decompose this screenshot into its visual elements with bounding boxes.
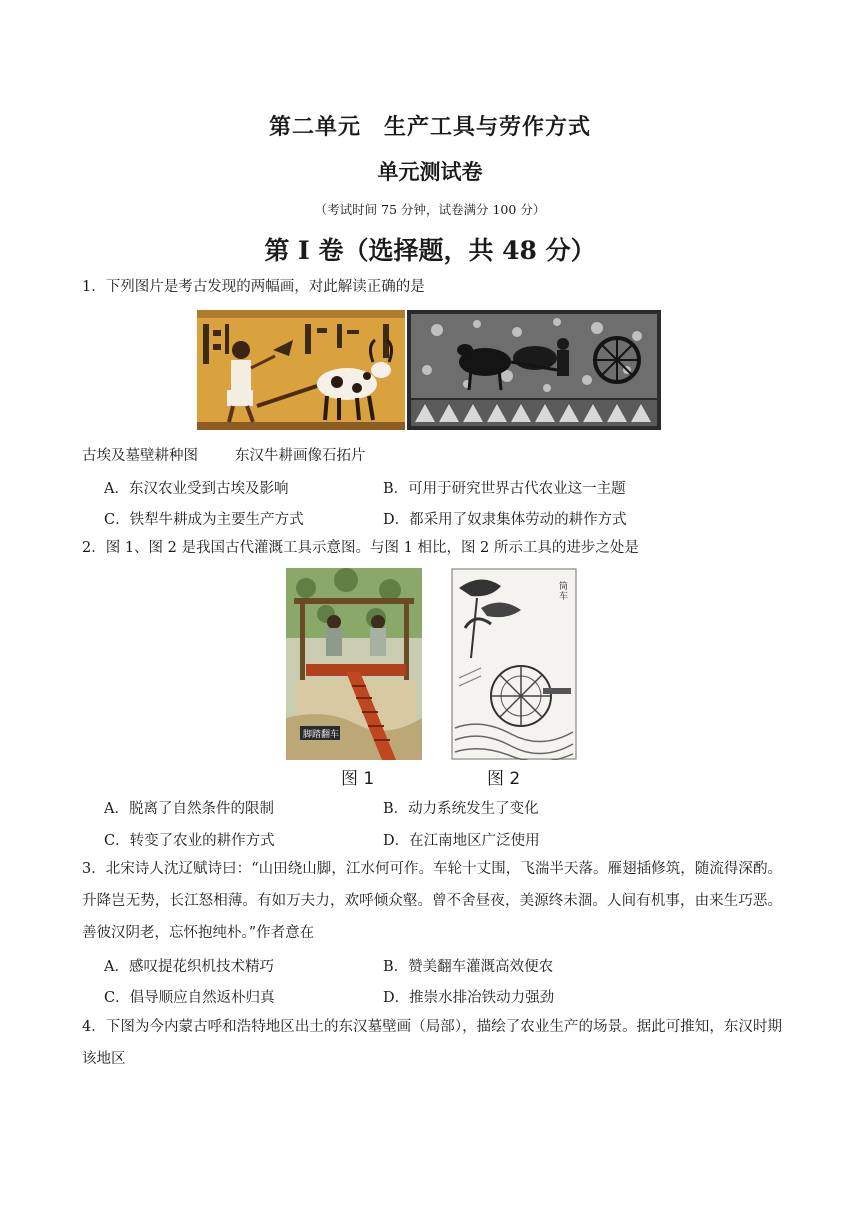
question-4-stem: 4．下图为今内蒙古呼和浩特地区出土的东汉墓壁画（局部），描绘了农业生产的场景。据此可推知，东汉时期该地区 xyxy=(82,1019,782,1067)
q2-option-c[interactable]: C．转变了农业的耕作方式 xyxy=(104,833,275,849)
q3-option-a[interactable]: A．感叹提花织机技术精巧 xyxy=(104,959,274,975)
figure2-inner-label: 筒车 xyxy=(559,582,569,602)
noria-waterwheel-image xyxy=(451,568,577,760)
question-1-stem: 1．下列图片是考古发现的两幅画，对此解读正确的是 xyxy=(82,279,425,295)
q3-option-b[interactable]: B．赞美翻车灌溉高效便农 xyxy=(383,959,554,975)
q1-option-b[interactable]: B．可用于研究世界古代农业这一主题 xyxy=(383,481,626,497)
q2-option-d[interactable]: D．在江南地区广泛使用 xyxy=(383,833,540,849)
question-2-stem: 2．图 1、图 2 是我国古代灌溉工具示意图。与图 1 相比，图 2 所示工具的进步之处是 xyxy=(82,540,639,556)
q1-option-d[interactable]: D．都采用了奴隶集体劳动的耕作方式 xyxy=(383,512,627,528)
sub-title: 单元测试卷 xyxy=(377,159,483,184)
treadle-waterwheel-image xyxy=(286,568,422,760)
q1-option-c[interactable]: C．铁犁牛耕成为主要生产方式 xyxy=(104,512,304,528)
egypt-tomb-painting-image xyxy=(197,310,405,430)
figure1-inner-label: 脚踏翻车 xyxy=(303,730,340,740)
q1-option-a[interactable]: A．东汉农业受到古埃及影响 xyxy=(104,481,289,497)
unit-title: 第二单元 生产工具与劳作方式 xyxy=(268,114,591,140)
exam-note: （考试时间 75 分钟，试卷满分 100 分） xyxy=(314,202,546,217)
q2-option-b[interactable]: B．动力系统发生了变化 xyxy=(383,801,539,817)
section-title: 第 I 卷（选择题，共 48 分） xyxy=(264,236,596,265)
caption-egypt: 古埃及墓壁耕种图 xyxy=(82,448,198,464)
figure2-label: 图 2 xyxy=(487,769,521,789)
q2-option-a[interactable]: A．脱离了自然条件的限制 xyxy=(104,801,274,817)
q3-option-c[interactable]: C．倡导顺应自然返朴归真 xyxy=(104,990,275,1006)
han-ox-plow-rubbing-image xyxy=(407,310,661,430)
q3-option-d[interactable]: D．推崇水排冶铁动力强劲 xyxy=(383,990,555,1006)
figure1-label: 图 1 xyxy=(341,769,375,789)
caption-han: 东汉牛耕画像石拓片 xyxy=(235,448,366,464)
question-3-stem: 3．北宋诗人沈辽赋诗曰：“山田绕山脚，江水何可作。车轮十丈围，飞湍半天落。雁翅插修筑，随流得深酌。升降岂无势，长江怒相薄。有如万夫力，欢呼倾众壑。曾不舍昼夜，美源终未涸。人间有机事，由来生巧恶。善彼汉阴老，忘怀抱纯朴。”作者意在 xyxy=(82,861,782,941)
